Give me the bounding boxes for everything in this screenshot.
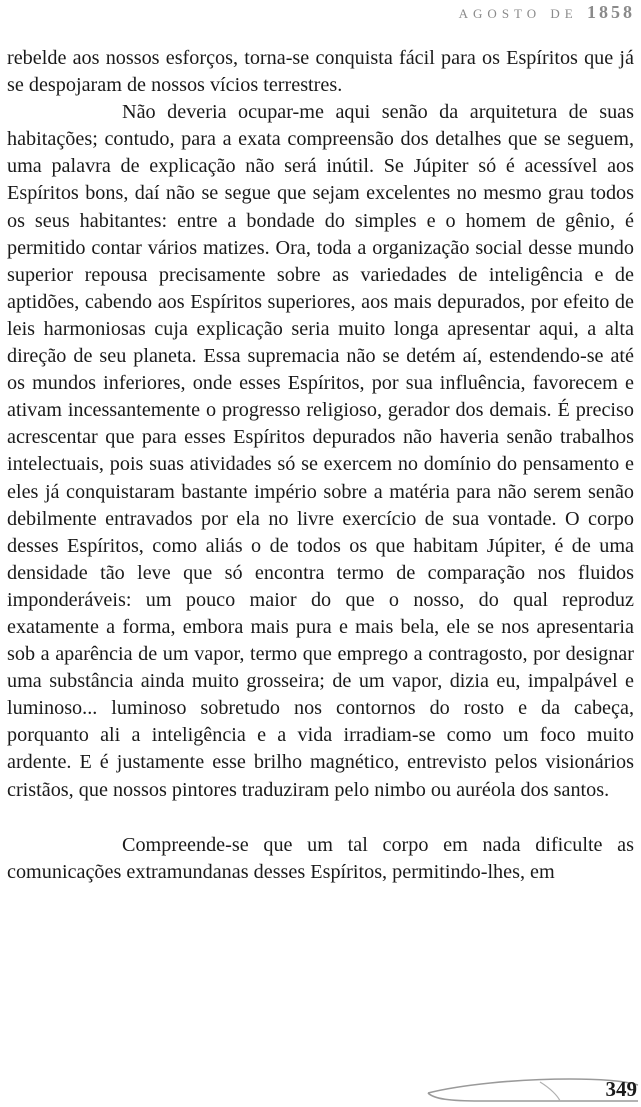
page-footer: [420, 1066, 641, 1107]
page-number: 349: [605, 1077, 637, 1101]
running-header: [459, 2, 635, 23]
paragraph-jupiter-spirits: Não deveria ocupar-me aqui senão da arquitetura de suas habitações; contudo, para a exata compreensão dos detalhes que se seguem, uma palavra de explicação não será inútil. Se Júpiter só é acessível aos Espíritos bons, daí não se segue que sejam excelentes no mesmo grau todos os seus habitantes: entre a bondade do simples e o homem de gênio, é permitido contar vários matizes. Ora, toda a organização social desse mundo superior repousa precisamente sobre as variedades de inteligência e de aptidões, cabendo aos Espíritos superiores, aos mais depurados, por efeito de leis harmoniosas cuja explicação seria muito longa apresentar aqui, a alta direção de seu planeta. Essa supremacia não se detém aí, estendendo-se até os mundos inferiores, onde esses Espíritos, por sua influência, favorecem e ativam incessantemente o progresso religioso, gerador dos demais. É preciso acrescentar que para esses Espíritos depurados não haveria senão trabalhos intelectuais, pois suas atividades só se exercem no domínio do pensamento e eles já conquistaram bastante império sobre a matéria para não serem senão debilmente entravados por ela no livre exercício de sua vontade. O corpo desses Espíritos, como aliás o de todos os que habitam Júpiter, é de uma densidade tão leve que só encontra termo de comparação nos fluidos imponderáveis: um pouco maior do que o nosso, do qual reproduz exatamente a forma, embora mais pura e mais bela, ele se nos apresentaria sob a aparência de um vapor, termo que emprego a contragosto, por designar uma substância ainda muito grosseira; de um vapor, dizia eu, impalpável e luminoso... luminoso sobretudo nos contornos do rosto e da cabeça, porquanto ali a inteligência e a vida irradiam-se como um foco muito ardente. E é justamente esse brilho magnético, entrevisto pelos visionários cristãos, que nossos pintores traduziram pelo nimbo ou auréola dos santos.: [7, 101, 634, 801]
paragraph-communications: Compreende-se que um tal corpo em nada dificulte as comunicações extramundanas desses Espíritos, permitindo-lhes, em: [7, 833, 634, 883]
header-year: 1858: [587, 2, 635, 22]
header-month: AGOSTO: [458, 6, 542, 21]
page-body: [7, 45, 634, 886]
paragraph-continued: rebelde aos nossos esforços, torna-se conquista fácil para os Espíritos que já se despojaram de nossos vícios terrestres.: [7, 47, 634, 97]
header-preposition: DE: [550, 6, 578, 21]
